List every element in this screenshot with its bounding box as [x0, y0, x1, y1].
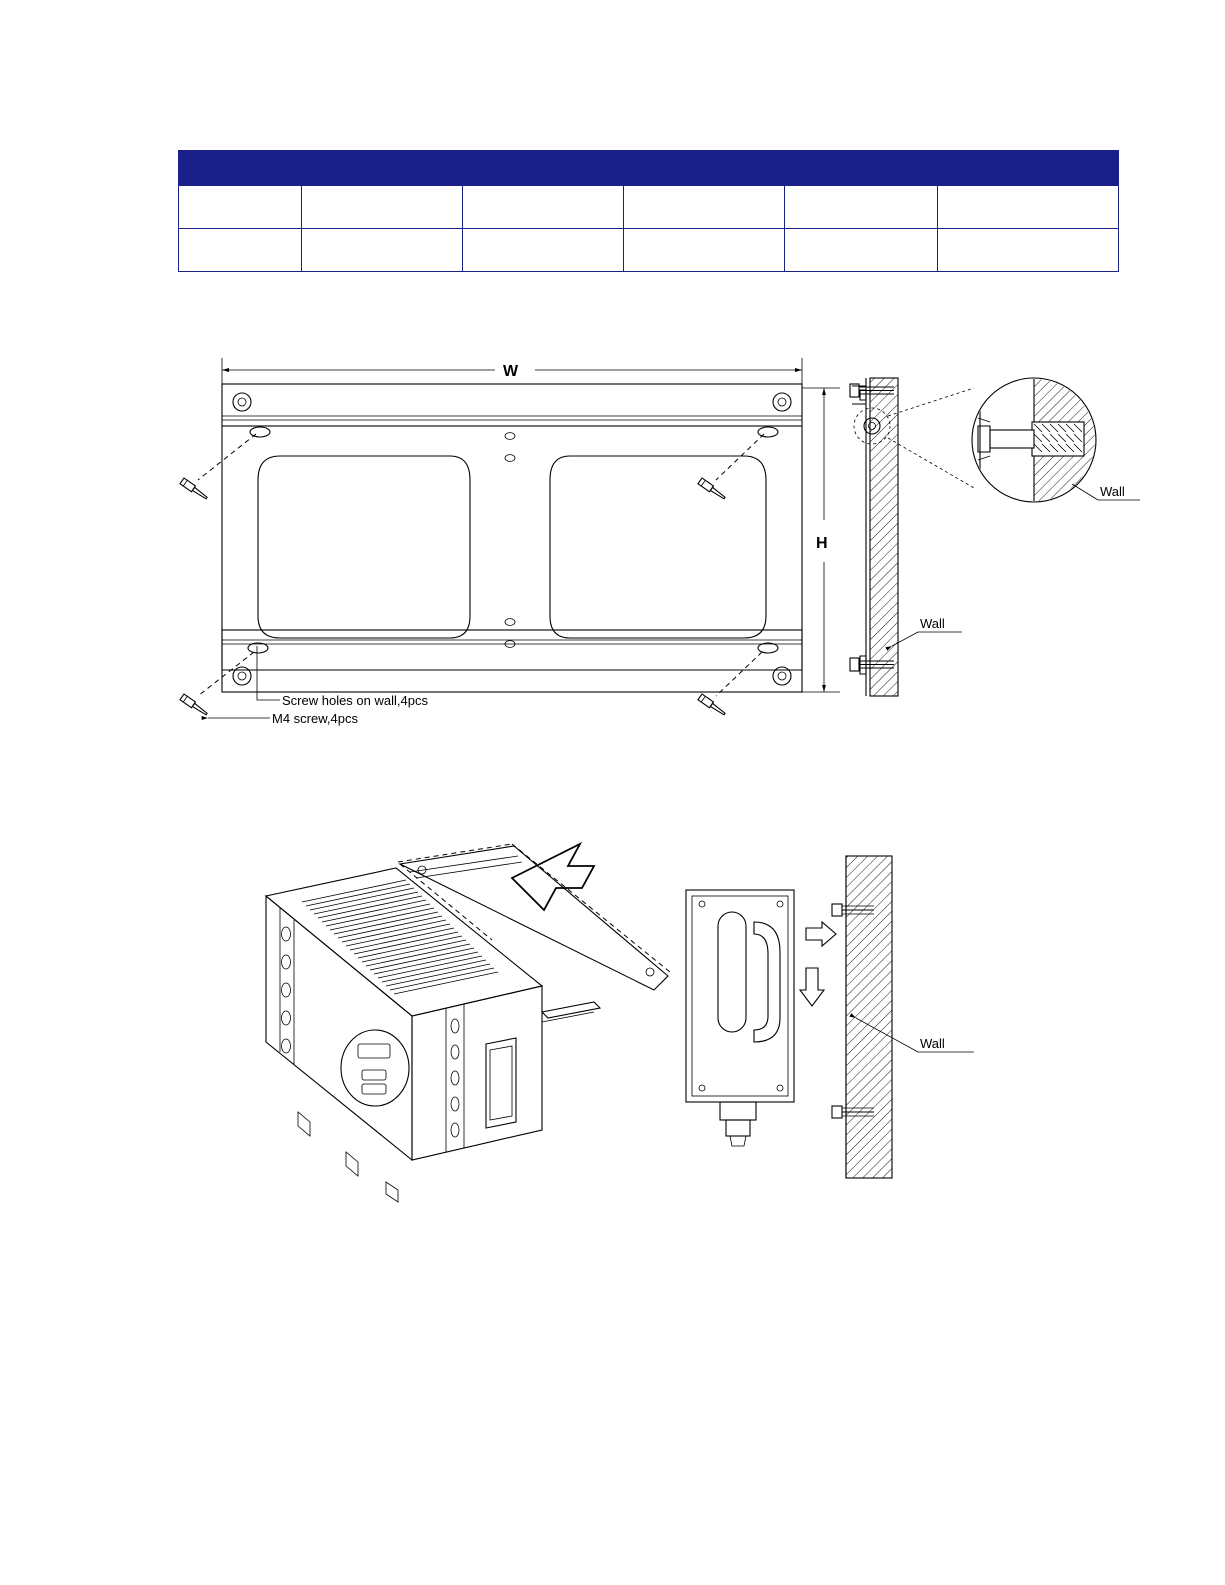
push-direction-arrow [806, 922, 836, 946]
inverter-isometric-view [266, 844, 670, 1202]
table-header-cell [463, 151, 624, 186]
table-cell [938, 186, 1119, 229]
table-header-cell [785, 151, 938, 186]
height-dimension [802, 388, 840, 692]
specification-table [178, 150, 1119, 272]
table-header-cell [179, 151, 302, 186]
table-header [179, 151, 1119, 186]
table-header-row [179, 151, 1119, 186]
wall-anchor-bottom [832, 1106, 874, 1118]
table-row [179, 186, 1119, 229]
table-header-cell [302, 151, 463, 186]
screw-hole-callout [257, 646, 428, 708]
table-cell [179, 186, 302, 229]
m4-screw-callout [208, 711, 358, 726]
inverter-side-view [686, 856, 974, 1178]
inverter-left-mount-holes [282, 927, 291, 1053]
table-cell [302, 186, 463, 229]
screw-icon [698, 478, 727, 501]
table-row [179, 229, 1119, 272]
side-view-connector [720, 1102, 756, 1146]
wall-label: Wall [920, 1036, 945, 1051]
slide-down-arrow [800, 968, 824, 1006]
screw-holes-label: Screw holes on wall,4pcs [282, 693, 428, 708]
table-cell [938, 229, 1119, 272]
table-cell [785, 229, 938, 272]
height-label: H [816, 535, 828, 552]
table-cell [302, 229, 463, 272]
bracket-top-rail [222, 384, 802, 426]
m4-screw-callouts [180, 434, 764, 717]
width-dimension [222, 358, 802, 396]
inverter-rail-slot [486, 1038, 516, 1128]
screw-icon [698, 694, 727, 717]
inverter-bottom-connectors [298, 1112, 398, 1202]
bracket-front-view [180, 358, 840, 726]
table-cell [624, 186, 785, 229]
bracket-plate-body [222, 426, 802, 670]
install-direction-arrow [512, 844, 594, 910]
screw-icon [180, 694, 209, 717]
inverter-right-mount-holes [451, 1019, 459, 1137]
table-cell [463, 186, 624, 229]
bracket-side-section-view [850, 378, 1140, 696]
wall-label: Wall [920, 616, 945, 631]
wall-bracket-mounting-figure [150, 340, 1125, 760]
inverter-display [341, 1030, 409, 1106]
table-cell [179, 229, 302, 272]
m4-screw-label: M4 screw,4pcs [272, 711, 358, 726]
screw-icon [180, 478, 209, 501]
wall-callout-side [892, 616, 962, 646]
table-cell [785, 186, 938, 229]
wall-anchor-top [832, 904, 874, 916]
inverter-body [266, 868, 600, 1202]
width-label: W [503, 363, 519, 380]
table-cell [463, 229, 624, 272]
table-header-cell [938, 151, 1119, 186]
table-header-cell [624, 151, 785, 186]
bracket-bottom-rail [222, 630, 802, 692]
inverter-wall-mounting-figure [250, 830, 1010, 1220]
wall-label-detail: Wall [1100, 484, 1125, 499]
table-body [179, 186, 1119, 272]
table-cell [624, 229, 785, 272]
